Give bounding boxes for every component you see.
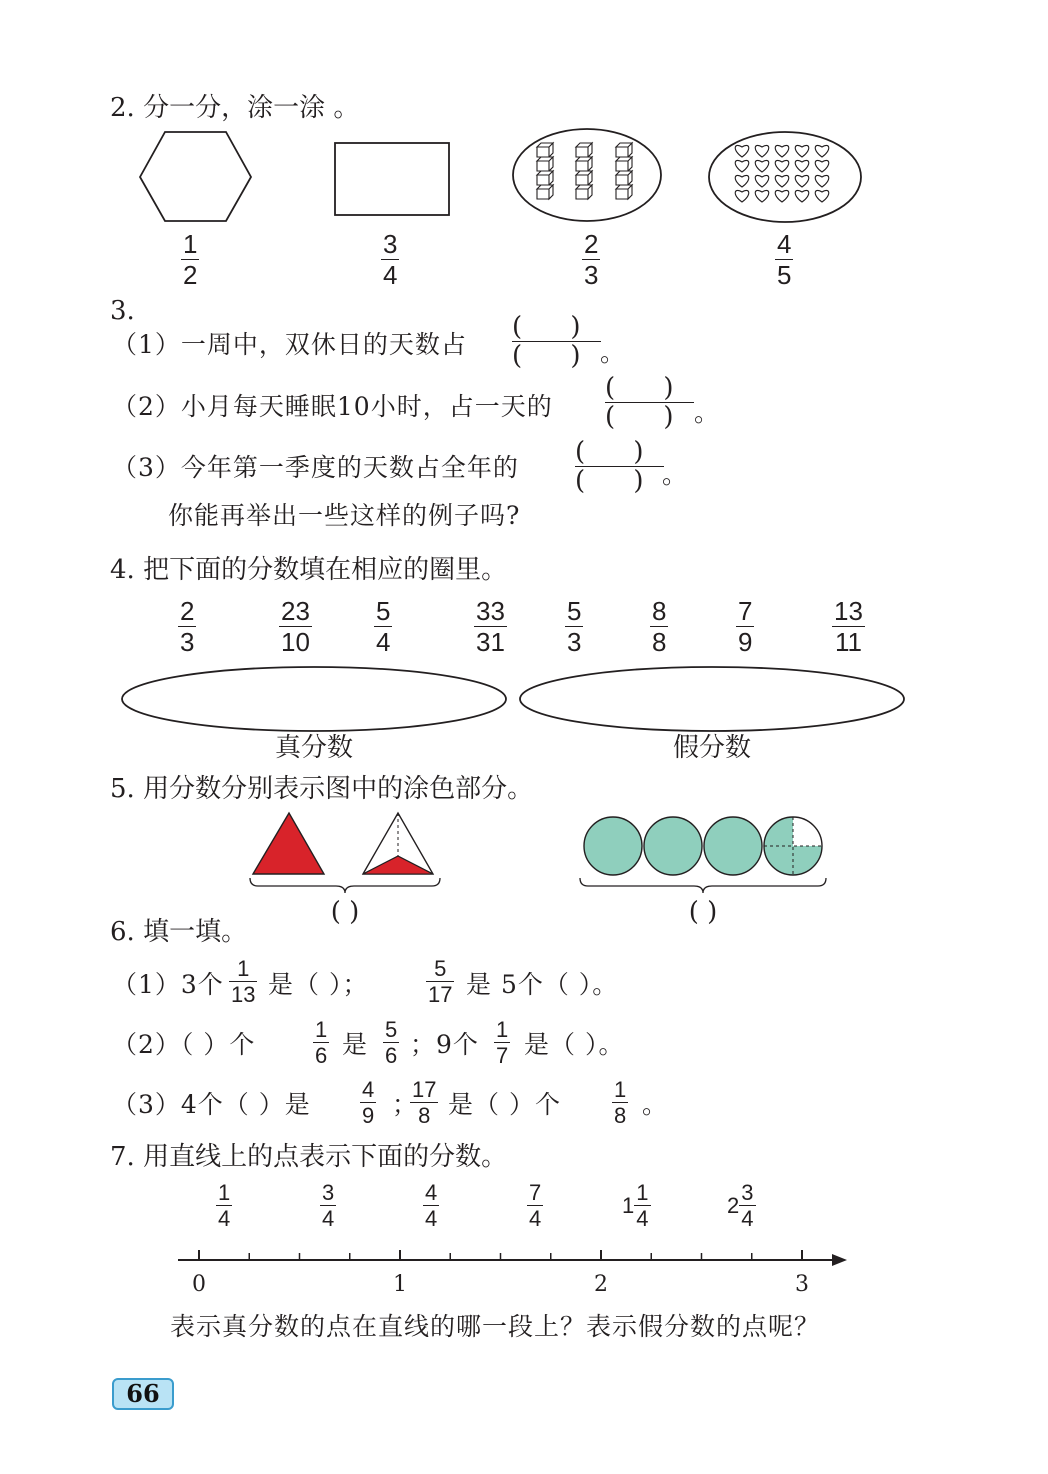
q3-blank-fraction-2[interactable]: ( ) ( ) (605, 373, 694, 432)
heart-grid (735, 145, 829, 202)
q3-item-3: （3）今年第一季度的天数占全年的 (112, 453, 519, 482)
q4-fraction-3: 5 4 (376, 596, 391, 657)
cube-icon (537, 143, 553, 157)
q2-fraction-2: 3 4 (383, 229, 398, 290)
q7-title: 7. 用直线上的点表示下面的分数。 (110, 1142, 508, 1172)
axis-label-1: 1 (393, 1272, 407, 1297)
q2-fraction-1: 1 2 (183, 229, 198, 290)
q4-fraction-8: 13 11 (834, 596, 863, 657)
page-number: 66 (112, 1378, 174, 1410)
q6-row1-text-c: 是 5个（ ）。 (466, 970, 619, 999)
q3-end-3: 。 (662, 460, 689, 489)
heart-icon (735, 175, 749, 187)
heart-icon (755, 145, 769, 157)
q3-title: 3. (110, 296, 135, 326)
cube-grid (537, 143, 632, 199)
q2-fraction-3: 2 3 (584, 229, 599, 290)
q3-blank-fraction-1[interactable]: ( ) ( ) (512, 312, 601, 371)
heart-icon (815, 160, 829, 172)
q4-fraction-1: 2 3 (180, 596, 195, 657)
q7-fraction-2: $\frac{3}{4}$ (322, 1180, 335, 1231)
q4-fraction-6: 8 8 (652, 596, 667, 657)
q3-followup: 你能再举出一些这样的例子吗? (168, 501, 521, 530)
q7-fraction-6: 2 $\frac{3}{4}$ (727, 1180, 754, 1231)
cube-icon (537, 185, 553, 199)
proper-fraction-label: 真分数 (274, 733, 353, 763)
heart-icon (795, 175, 809, 187)
teal-circles (584, 817, 822, 875)
q6-row2-text-b: 是 (342, 1030, 369, 1059)
q4-title: 4. 把下面的分数填在相应的圈里。 (110, 555, 508, 585)
cube-icon (537, 157, 553, 171)
q2-fraction-4: 4 5 (777, 229, 792, 290)
q6-row1-fraction-1: 1 13 (231, 956, 256, 1007)
q3-item-2: （2）小月每天睡眠10小时，占一天的 (112, 392, 553, 421)
heart-icon (775, 160, 789, 172)
axis-label-2: 2 (594, 1272, 608, 1297)
heart-icon (795, 190, 809, 202)
improper-fraction-circle[interactable] (520, 667, 904, 731)
heart-icon (755, 190, 769, 202)
q6-row2-fraction-2: 5 6 (385, 1017, 398, 1068)
brace-right (580, 878, 826, 893)
rectangle-shape (335, 143, 449, 215)
cube-icon (537, 171, 553, 185)
hearts-oval (709, 132, 861, 222)
axis-label-3: 3 (795, 1272, 809, 1297)
q6-row2-text-e: 是（ ）。 (524, 1030, 625, 1059)
q6-row2-text-a: （2）（ ）个 (112, 1030, 256, 1059)
brace-left (250, 878, 440, 893)
heart-icon (815, 175, 829, 187)
q5-answer-blank-1[interactable]: ( ) (330, 897, 360, 927)
q6-row2-text-c: ；9个 (410, 1030, 479, 1059)
q7-fraction-4: $\frac{7}{4}$ (529, 1180, 542, 1231)
q3-item-1: （1）一周中，双休日的天数占 (112, 330, 467, 359)
cubes-oval (513, 129, 661, 221)
cube-icon (616, 171, 632, 185)
q3-end-2: 。 (694, 398, 721, 427)
proper-fraction-circle[interactable] (122, 667, 506, 731)
number-line-ticks (199, 1250, 802, 1260)
q6-row1-text-b: 是（ ）； (268, 970, 369, 999)
heart-icon (775, 175, 789, 187)
heart-icon (795, 160, 809, 172)
q4-fraction-5: 5 3 (567, 596, 582, 657)
heart-icon (775, 190, 789, 202)
hexagon-shape (140, 132, 251, 221)
q2-title: 2. 分一分，涂一涂 。 (110, 93, 360, 123)
heart-icon (735, 160, 749, 172)
q5-answer-blank-2[interactable]: ( ) (688, 897, 718, 927)
q6-row3-fraction-3: 1 8 (614, 1077, 627, 1128)
heart-icon (775, 145, 789, 157)
cube-icon (576, 171, 592, 185)
axis-label-0: 0 (192, 1272, 206, 1297)
improper-fraction-label: 假分数 (672, 733, 751, 763)
heart-icon (815, 145, 829, 157)
q6-row3-text-b: ； (392, 1090, 419, 1119)
q5-title: 5. 用分数分别表示图中的涂色部分。 (110, 774, 534, 804)
q7-question: 表示真分数的点在直线的哪一段上？表示假分数的点呢？ (170, 1312, 821, 1341)
cube-icon (616, 157, 632, 171)
red-triangle-full (253, 813, 324, 874)
heart-icon (735, 190, 749, 202)
heart-icon (735, 145, 749, 157)
heart-icon (795, 145, 809, 157)
q7-fraction-5: 1 $\frac{1}{4}$ (622, 1180, 649, 1231)
q3-end-1: 。 (600, 338, 627, 367)
heart-icon (755, 160, 769, 172)
heart-icon (815, 190, 829, 202)
q6-row2-fraction-1: 1 6 (315, 1017, 328, 1068)
q6-row3-fraction-1: 4 9 (362, 1077, 375, 1128)
cube-icon (576, 185, 592, 199)
cube-icon (616, 143, 632, 157)
q4-fraction-4: 33 31 (476, 596, 505, 657)
q7-fraction-1: $\frac{1}{4}$ (218, 1180, 231, 1231)
cube-icon (616, 185, 632, 199)
q6-row1-fraction-2: 5 17 (428, 956, 453, 1007)
q6-row1-text-a: （1）3个 (112, 970, 224, 999)
q6-row2-fraction-3: 1 7 (496, 1017, 509, 1068)
q3-blank-fraction-3[interactable]: ( ) ( ) (575, 437, 664, 496)
heart-icon (755, 175, 769, 187)
q6-row3-fraction-2: 17 8 (412, 1077, 437, 1128)
q6-row3-text-c: 是（ ）个 (448, 1090, 561, 1119)
red-triangle-partial (363, 813, 433, 874)
q4-fraction-2: 23 10 (281, 596, 310, 657)
cube-icon (576, 143, 592, 157)
number-line (178, 1250, 847, 1266)
arrow-head-icon (832, 1254, 847, 1266)
cube-icon (576, 157, 592, 171)
q7-fraction-3: $\frac{4}{4}$ (425, 1180, 438, 1231)
q6-row3-text-e: 。 (642, 1090, 669, 1119)
q6-title: 6. 填一填。 (110, 917, 248, 947)
q4-fraction-7: 7 9 (738, 596, 753, 657)
q6-row3-text-a: （3）4个（ ）是 (112, 1090, 311, 1119)
